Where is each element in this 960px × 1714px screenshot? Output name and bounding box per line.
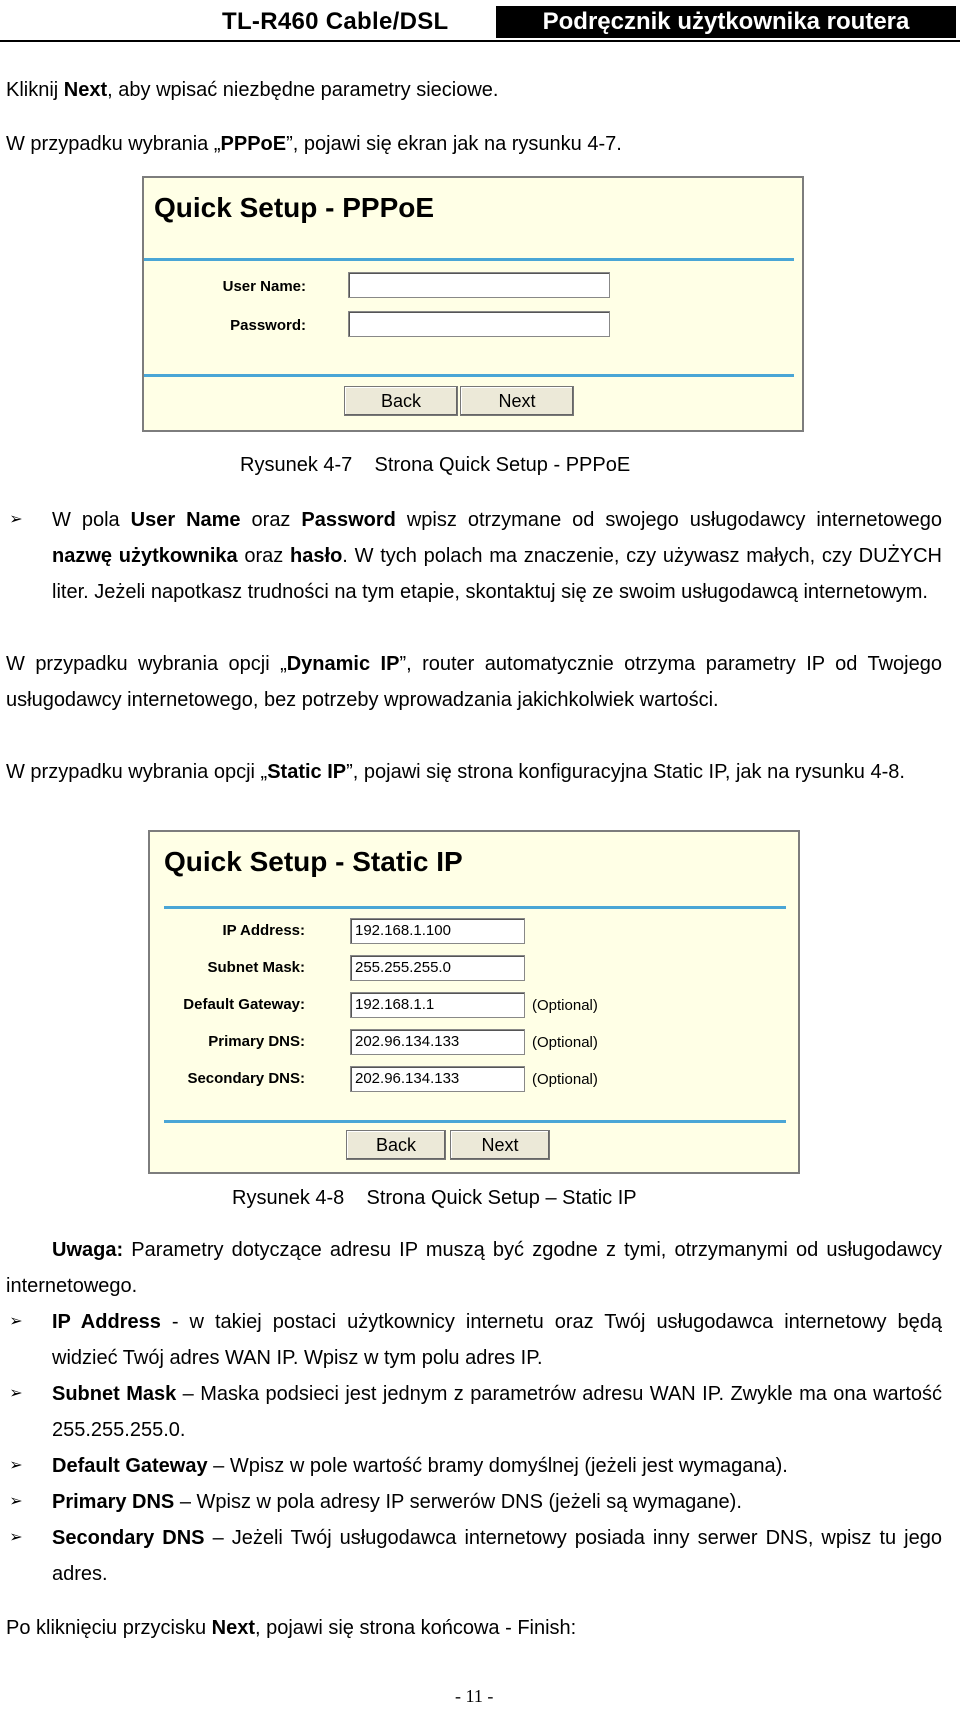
next-button[interactable]: Next — [450, 1130, 550, 1160]
back-button[interactable]: Back — [344, 386, 458, 416]
list-item: ➢ IP Address - w takiej postaci użytkownicy internetu oraz Twój usługodawca internetowy będą widzieć Twój adres WAN IP. Wpisz w tym polu adres IP. — [6, 1304, 942, 1376]
subnet-mask-label: Subnet Mask: — [207, 959, 305, 976]
button-divider — [164, 1120, 786, 1123]
button-divider — [144, 374, 794, 377]
ip-address-input[interactable]: 192.168.1.100 — [350, 918, 525, 944]
optional-note: (Optional) — [532, 1071, 598, 1088]
list-item: ➢ Primary DNS – Wpisz w pola adresy IP serwerów DNS (jeżeli są wymagane). — [6, 1484, 942, 1520]
next-button[interactable]: Next — [460, 386, 574, 416]
static-ip-title: Quick Setup - Static IP — [164, 846, 463, 877]
bullet-arrow-icon: ➢ — [9, 1313, 23, 1330]
secondary-dns-label: Secondary DNS: — [187, 1070, 305, 1087]
bullet-arrow-icon: ➢ — [9, 1493, 23, 1510]
bullet-arrow-icon: ➢ — [9, 1385, 23, 1402]
page-header — [0, 6, 960, 42]
list-item: ➢ Secondary DNS – Jeżeli Twój usługodawca internetowy posiada inny serwer DNS, wpisz tu jego adres. — [6, 1520, 942, 1592]
figure-4-7-caption: Rysunek 4-7 Strona Quick Setup - PPPoE — [240, 454, 631, 476]
back-button[interactable]: Back — [346, 1130, 446, 1160]
dynamic-ip-paragraph: W przypadku wybrania opcji „Dynamic IP”, router automatycznie otrzyma parametry IP od Twojego usługodawcy internetowego, bez potrzeby wprowadzania jakichkolwiek wartości. — [6, 653, 942, 711]
title-divider — [144, 258, 794, 261]
list-item: ➢ W pola User Name oraz Password wpisz otrzymane od swojego usługodawcy internetowego nazwę użytkownika oraz hasło. W tych polach ma znaczenie, czy używasz małych, czy DUŻYCH liter. Jeżeli napotkasz trudności na tym etapie, skontaktuj się ze swoim usługodawcą internetowym. — [6, 502, 942, 646]
title-divider — [164, 906, 786, 909]
figure-4-8-caption: Rysunek 4-8 Strona Quick Setup – Static IP — [232, 1187, 637, 1209]
bullet-arrow-icon: ➢ — [9, 511, 23, 528]
list-item: ➢ Default Gateway – Wpisz w pole wartość bramy domyślnej (jeżeli jest wymagana). — [6, 1448, 942, 1484]
note-paragraph: Uwaga: Parametry dotyczące adresu IP muszą być zgodne z tymi, otrzymanymi od usługodawcy internetowego. — [6, 1239, 942, 1297]
list-item: ➢ Subnet Mask – Maska podsieci jest jednym z parametrów adresu WAN IP. Zwykle ma ona wartość 255.255.255.0. — [6, 1376, 942, 1448]
user-name-input[interactable] — [348, 272, 610, 298]
ip-address-label: IP Address: — [222, 922, 305, 939]
primary-dns-input[interactable]: 202.96.134.133 — [350, 1029, 525, 1055]
user-name-label: User Name: — [222, 278, 306, 295]
optional-note: (Optional) — [532, 1034, 598, 1051]
default-gateway-input[interactable]: 192.168.1.1 — [350, 992, 525, 1018]
intro-line: Kliknij Next, aby wpisać niezbędne parametry sieciowe. — [6, 79, 499, 101]
page-number: - 11 - — [455, 1686, 494, 1706]
primary-dns-label: Primary DNS: — [208, 1033, 305, 1050]
subnet-mask-input[interactable]: 255.255.255.0 — [350, 955, 525, 981]
static-ip-screenshot — [148, 830, 800, 1174]
pppoe-title: Quick Setup - PPPoE — [154, 192, 435, 223]
pppoe-screenshot — [142, 176, 804, 432]
header-model: TL-R460 Cable/DSL — [222, 8, 449, 35]
finish-paragraph: Po kliknięciu przycisku Next, pojawi się strona końcowa - Finish: — [6, 1617, 577, 1639]
bullet-arrow-icon: ➢ — [9, 1529, 23, 1546]
secondary-dns-input[interactable]: 202.96.134.133 — [350, 1066, 525, 1092]
pppoe-intro-line: W przypadku wybrania „PPPoE”, pojawi się ekran jak na rysunku 4-7. — [6, 133, 622, 155]
default-gateway-label: Default Gateway: — [183, 996, 305, 1013]
password-label: Password: — [230, 317, 306, 334]
password-input[interactable] — [348, 311, 610, 337]
optional-note: (Optional) — [532, 997, 598, 1014]
header-manual-title: Podręcznik użytkownika routera — [496, 6, 956, 38]
bullet-arrow-icon: ➢ — [9, 1457, 23, 1474]
static-ip-paragraph: W przypadku wybrania opcji „Static IP”, pojawi się strona konfiguracyjna Static IP, jak na rysunku 4-8. — [6, 761, 905, 783]
